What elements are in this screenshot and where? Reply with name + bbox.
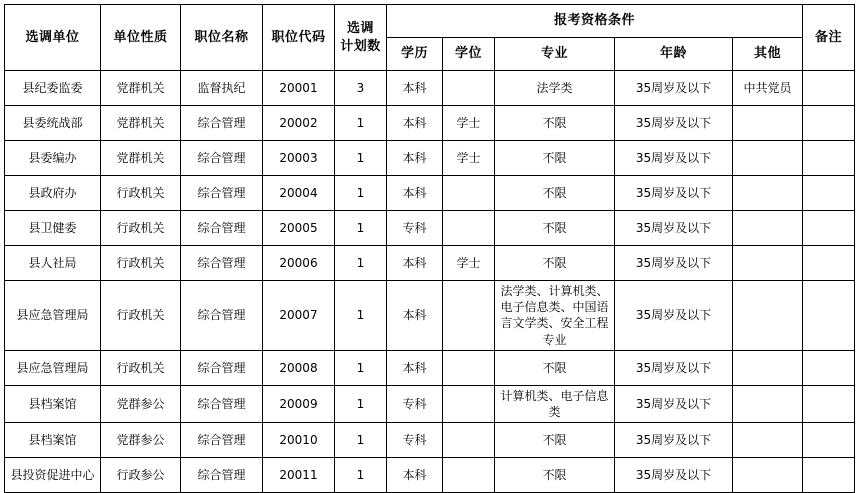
cell-major: 不限 — [495, 211, 615, 246]
cell-plan-count: 1 — [335, 176, 387, 211]
header-remark: 备注 — [803, 5, 855, 71]
cell-other — [733, 350, 803, 385]
cell-degree: 学士 — [443, 106, 495, 141]
cell-position-code: 20004 — [263, 176, 335, 211]
cell-remark — [803, 176, 855, 211]
cell-unit: 县委编办 — [5, 141, 101, 176]
header-nature: 单位性质 — [101, 5, 181, 71]
cell-age: 35周岁及以下 — [615, 141, 733, 176]
table-row — [5, 246, 855, 281]
header-education: 学历 — [387, 38, 443, 71]
cell-degree: 学士 — [443, 141, 495, 176]
header-other: 其他 — [733, 38, 803, 71]
header-plan-count-line2: 计划数 — [340, 38, 381, 54]
table-header — [5, 5, 855, 71]
cell-position-name: 综合管理 — [181, 246, 263, 281]
cell-plan-count: 1 — [335, 141, 387, 176]
cell-major: 不限 — [495, 106, 615, 141]
recruitment-table — [4, 4, 855, 493]
cell-position-code: 20009 — [263, 385, 335, 422]
cell-remark — [803, 458, 855, 493]
cell-nature: 行政机关 — [101, 211, 181, 246]
cell-position-name: 监督执纪 — [181, 71, 263, 106]
table-row — [5, 423, 855, 458]
cell-education: 本科 — [387, 141, 443, 176]
cell-plan-count: 1 — [335, 385, 387, 422]
cell-position-name: 综合管理 — [181, 141, 263, 176]
cell-age: 35周岁及以下 — [615, 71, 733, 106]
cell-nature: 党群参公 — [101, 385, 181, 422]
cell-plan-count: 3 — [335, 71, 387, 106]
cell-nature: 党群参公 — [101, 423, 181, 458]
header-age: 年龄 — [615, 38, 733, 71]
cell-other — [733, 211, 803, 246]
cell-remark — [803, 246, 855, 281]
cell-position-code: 20005 — [263, 211, 335, 246]
cell-unit: 县档案馆 — [5, 385, 101, 422]
cell-nature: 行政机关 — [101, 176, 181, 211]
cell-age: 35周岁及以下 — [615, 246, 733, 281]
cell-nature: 行政机关 — [101, 350, 181, 385]
header-position-code: 职位代码 — [263, 5, 335, 71]
cell-position-name: 综合管理 — [181, 211, 263, 246]
header-qualification: 报考资格条件 — [387, 5, 803, 38]
cell-position-name: 综合管理 — [181, 350, 263, 385]
cell-remark — [803, 71, 855, 106]
cell-major: 计算机类、电子信息类 — [495, 385, 615, 422]
cell-other — [733, 106, 803, 141]
cell-other — [733, 458, 803, 493]
cell-age: 35周岁及以下 — [615, 385, 733, 422]
cell-remark — [803, 211, 855, 246]
cell-education: 本科 — [387, 246, 443, 281]
cell-plan-count: 1 — [335, 211, 387, 246]
cell-position-code: 20007 — [263, 281, 335, 351]
table-row — [5, 350, 855, 385]
cell-unit: 县人社局 — [5, 246, 101, 281]
cell-unit: 县委统战部 — [5, 106, 101, 141]
cell-remark — [803, 281, 855, 351]
cell-position-code: 20006 — [263, 246, 335, 281]
cell-position-name: 综合管理 — [181, 281, 263, 351]
cell-major: 不限 — [495, 458, 615, 493]
cell-nature: 行政参公 — [101, 458, 181, 493]
cell-nature: 党群机关 — [101, 71, 181, 106]
cell-degree — [443, 423, 495, 458]
cell-education: 专科 — [387, 385, 443, 422]
header-unit: 选调单位 — [5, 5, 101, 71]
cell-unit: 县应急管理局 — [5, 350, 101, 385]
cell-age: 35周岁及以下 — [615, 106, 733, 141]
table-row — [5, 385, 855, 422]
header-plan-count — [335, 5, 387, 71]
cell-unit: 县档案馆 — [5, 423, 101, 458]
cell-degree — [443, 176, 495, 211]
cell-position-name: 综合管理 — [181, 106, 263, 141]
cell-remark — [803, 385, 855, 422]
cell-plan-count: 1 — [335, 423, 387, 458]
cell-position-name: 综合管理 — [181, 176, 263, 211]
cell-plan-count: 1 — [335, 281, 387, 351]
cell-plan-count: 1 — [335, 106, 387, 141]
cell-unit: 县政府办 — [5, 176, 101, 211]
cell-position-code: 20002 — [263, 106, 335, 141]
cell-education: 本科 — [387, 176, 443, 211]
cell-age: 35周岁及以下 — [615, 281, 733, 351]
cell-age: 35周岁及以下 — [615, 423, 733, 458]
cell-position-code: 20003 — [263, 141, 335, 176]
cell-nature: 党群机关 — [101, 141, 181, 176]
cell-other — [733, 281, 803, 351]
cell-nature: 行政机关 — [101, 281, 181, 351]
table-row — [5, 106, 855, 141]
cell-education: 专科 — [387, 211, 443, 246]
cell-degree: 学士 — [443, 246, 495, 281]
cell-other — [733, 385, 803, 422]
table-header-row-1 — [5, 5, 855, 38]
cell-position-code: 20008 — [263, 350, 335, 385]
cell-age: 35周岁及以下 — [615, 176, 733, 211]
cell-age: 35周岁及以下 — [615, 458, 733, 493]
cell-major: 法学类、计算机类、电子信息类、中国语言文学类、安全工程专业 — [495, 281, 615, 351]
cell-major: 不限 — [495, 350, 615, 385]
cell-nature: 行政机关 — [101, 246, 181, 281]
cell-major: 不限 — [495, 246, 615, 281]
cell-age: 35周岁及以下 — [615, 350, 733, 385]
table-row — [5, 281, 855, 351]
cell-nature: 党群机关 — [101, 106, 181, 141]
cell-degree — [443, 350, 495, 385]
cell-other — [733, 246, 803, 281]
cell-position-code: 20010 — [263, 423, 335, 458]
cell-plan-count: 1 — [335, 350, 387, 385]
cell-unit: 县卫健委 — [5, 211, 101, 246]
cell-remark — [803, 106, 855, 141]
cell-age: 35周岁及以下 — [615, 211, 733, 246]
table-row — [5, 211, 855, 246]
cell-unit: 县应急管理局 — [5, 281, 101, 351]
cell-education: 专科 — [387, 423, 443, 458]
table-row — [5, 176, 855, 211]
cell-degree — [443, 385, 495, 422]
cell-position-name: 综合管理 — [181, 458, 263, 493]
header-major: 专业 — [495, 38, 615, 71]
cell-unit: 县投资促进中心 — [5, 458, 101, 493]
cell-major: 不限 — [495, 141, 615, 176]
cell-unit: 县纪委监委 — [5, 71, 101, 106]
cell-other: 中共党员 — [733, 71, 803, 106]
cell-degree — [443, 71, 495, 106]
cell-major: 不限 — [495, 423, 615, 458]
cell-education: 本科 — [387, 350, 443, 385]
cell-other — [733, 176, 803, 211]
cell-remark — [803, 423, 855, 458]
cell-other — [733, 423, 803, 458]
cell-remark — [803, 350, 855, 385]
cell-degree — [443, 211, 495, 246]
cell-education: 本科 — [387, 281, 443, 351]
cell-plan-count: 1 — [335, 246, 387, 281]
cell-degree — [443, 458, 495, 493]
cell-position-code: 20001 — [263, 71, 335, 106]
cell-plan-count: 1 — [335, 458, 387, 493]
cell-major: 法学类 — [495, 71, 615, 106]
table-row — [5, 458, 855, 493]
cell-education: 本科 — [387, 458, 443, 493]
table-row — [5, 71, 855, 106]
header-position-name: 职位名称 — [181, 5, 263, 71]
cell-position-name: 综合管理 — [181, 423, 263, 458]
cell-remark — [803, 141, 855, 176]
cell-position-name: 综合管理 — [181, 385, 263, 422]
cell-degree — [443, 281, 495, 351]
cell-education: 本科 — [387, 106, 443, 141]
cell-position-code: 20011 — [263, 458, 335, 493]
header-degree: 学位 — [443, 38, 495, 71]
header-plan-count-line1: 选调 — [346, 20, 374, 36]
table-row — [5, 141, 855, 176]
table-body — [5, 71, 855, 493]
cell-other — [733, 141, 803, 176]
cell-education: 本科 — [387, 71, 443, 106]
cell-major: 不限 — [495, 176, 615, 211]
